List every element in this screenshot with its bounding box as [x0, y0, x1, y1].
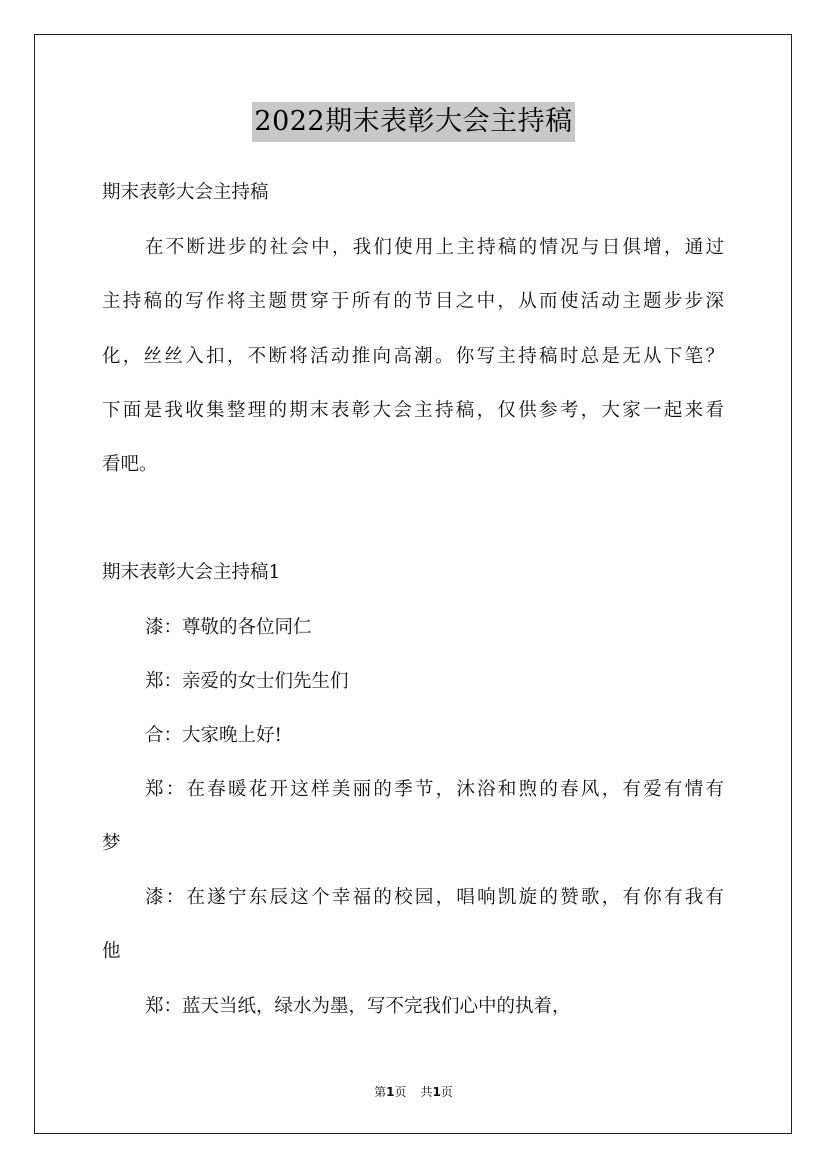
dialogue-line: 合：大家晚上好!: [145, 725, 282, 746]
dialogue-line: 郑：在春暖花开这样美丽的季节，沐浴和煦的春风，有爱有情有: [145, 779, 724, 800]
dialogue-line: 漆：在遂宁东辰这个幸福的校园，唱响凯旋的赞歌，有你有我有: [145, 887, 724, 908]
paragraph-line: 下面是我收集整理的期末表彰大会主持稿，仅供参考，大家一起来看: [102, 400, 724, 421]
document-title: 2022期末表彰大会主持稿: [252, 102, 574, 142]
paragraph-line: 看吧。: [102, 454, 158, 475]
footer-total-suffix: 页: [440, 1085, 453, 1099]
footer-total-prefix: 共: [420, 1085, 433, 1099]
footer-page-prefix: 第: [374, 1085, 387, 1099]
section-heading-intro: 期末表彰大会主持稿: [102, 182, 269, 203]
footer-page-number: 1: [386, 1085, 395, 1099]
dialogue-line: 漆：尊敬的各位同仁: [145, 617, 312, 638]
dialogue-line: 郑：亲爱的女士们先生们: [145, 671, 349, 692]
title-container: [0, 102, 827, 142]
page-footer: [0, 1084, 827, 1100]
section-heading-1: 期末表彰大会主持稿1: [102, 562, 281, 583]
paragraph-line: 在不断进步的社会中，我们使用上主持稿的情况与日俱增，通过: [145, 237, 724, 258]
dialogue-line: 郑：蓝天当纸，绿水为墨，写不完我们心中的执着，: [145, 996, 571, 1017]
dialogue-line: 他: [102, 941, 121, 962]
footer-total-number: 1: [432, 1085, 441, 1099]
paragraph-line: 化，丝丝入扣，不断将活动推向高潮。你写主持稿时总是无从下笔？: [102, 346, 724, 367]
dialogue-line: 梦: [102, 833, 121, 854]
paragraph-line: 主持稿的写作将主题贯穿于所有的节目之中，从而使活动主题步步深: [102, 291, 724, 312]
footer-page-suffix: 页: [394, 1085, 407, 1099]
